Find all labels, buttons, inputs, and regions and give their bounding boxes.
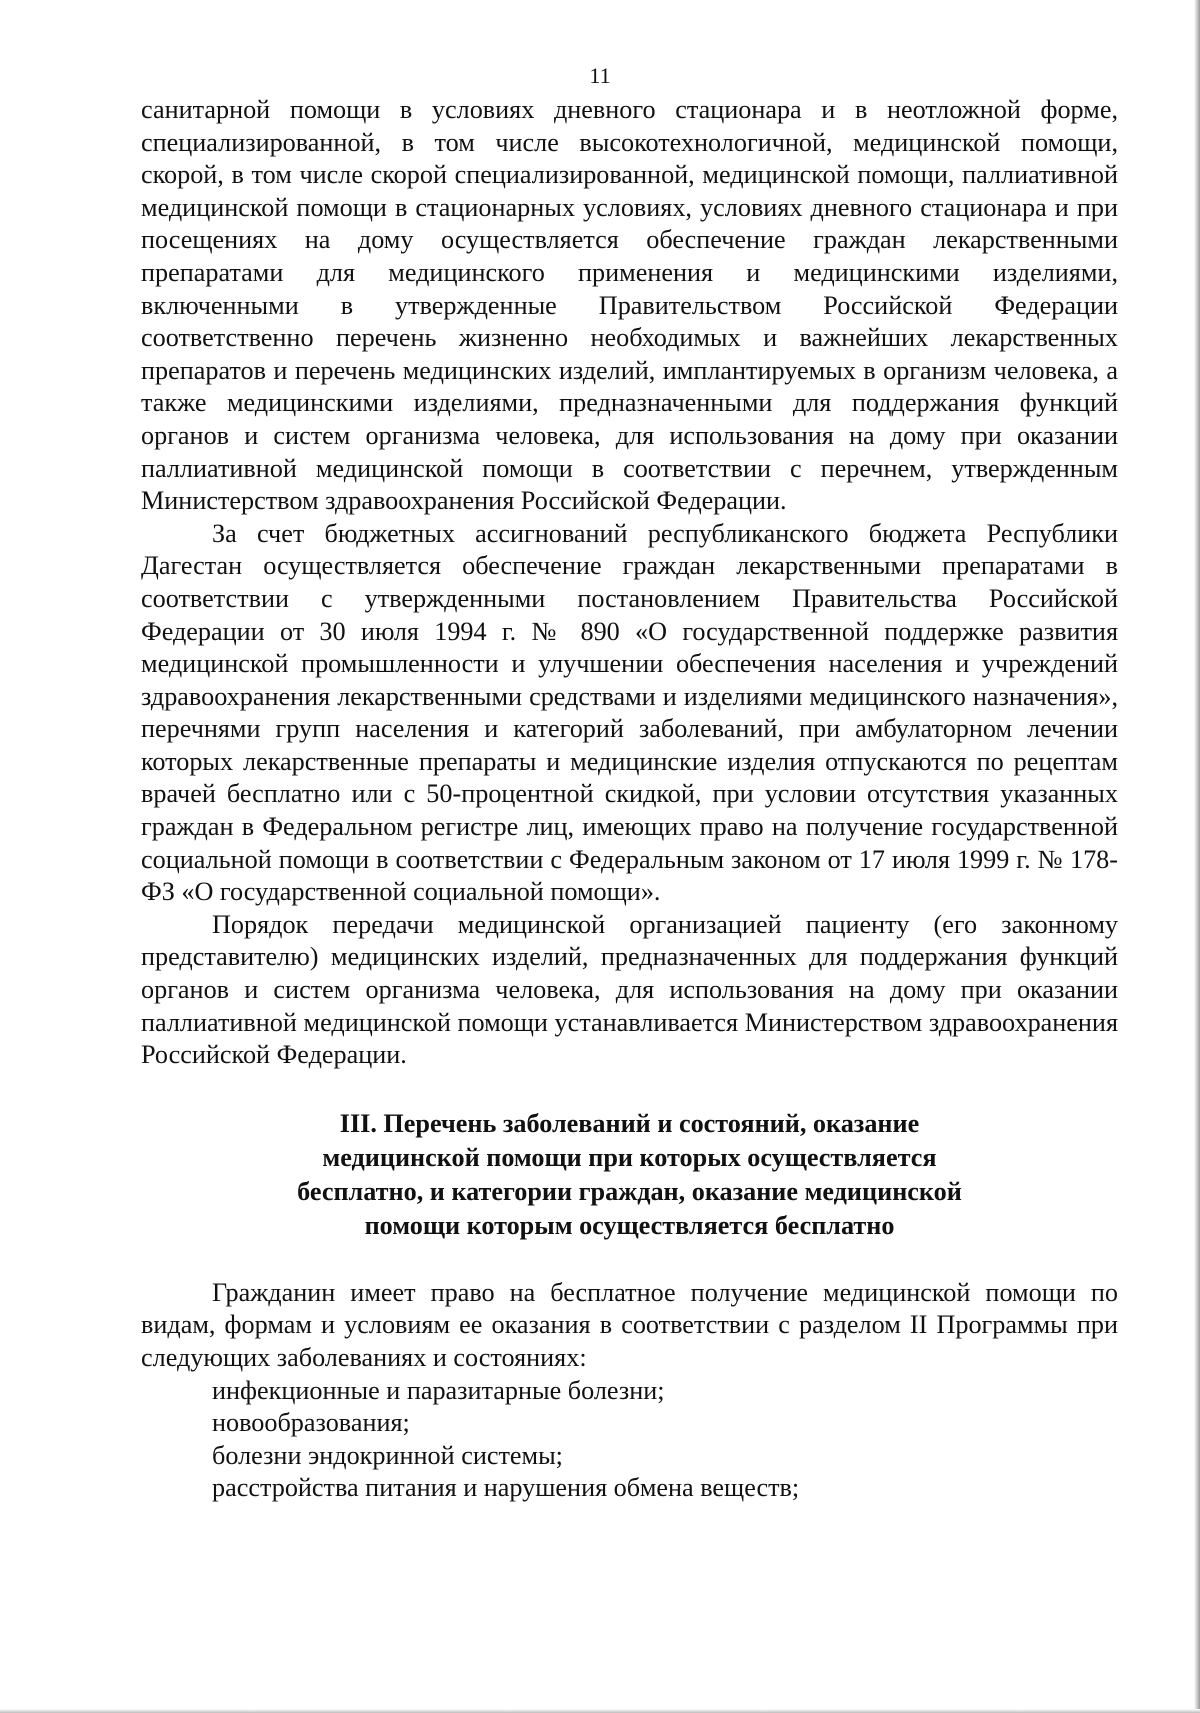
paragraph-budget-funding: За счет бюджетных ассигнований республиканского бюджета Республики Дагестан осуществляется обеспечение граждан лекарственными препаратами в соответствии с утвержденными постановлением Правительства Российской Федерации от 30 июля 1994 г. № 890 «О государственной поддержке развития медицинской промышленности и улучшении обеспечения населения и учреждений здравоохранения лекарственными средствами и изделиями медицинского назначения», перечнями групп населения и категорий заболеваний, при амбулаторном лечении которых лекарственные препараты и медицинские изделия отпускаются по рецептам врачей бесплатно или с 50-процентной скидкой, при условии отсутствия указанных граждан в Федеральном регистре лиц, имеющих право на получение государственной социальной помощи в соответствии с Федеральным законом от 17 июля 1999 г. № 178-ФЗ «О государственной социальной помощи». [141,518,1118,907]
document-body [141,94,1118,1505]
paragraph-continuation: санитарной помощи в условиях дневного стационара и в неотложной форме, специализированной, в том числе высокотехнологичной, медицинской помощи, скорой, в том числе скорой специализированной, медицинской помощи, паллиативной медицинской помощи в стационарных условиях, условиях дневного стационара и при посещениях на дому осуществляется обеспечение граждан лекарственными препаратами для медицинского применения и медицинскими изделиями, включенными в утвержденные Правительством Российской Федерации соответственно перечень жизненно необходимых и важнейших лекарственных препаратов и перечень медицинских изделий, имплантируемых в организм человека, а также медицинскими изделиями, предназначенными для поддержания функций органов и систем организма человека, для использования на дому при оказании паллиативной медицинской помощи в соответствии с перечнем, утвержденным Министерством здравоохранения Российской Федерации. [141,95,1118,516]
scan-bottom-edge [0,1709,1200,1713]
paragraph-transfer-procedure: Порядок передачи медицинской организацией пациенту (его законному представителю) медицинских изделий, предназначенных для поддержания функций органов и систем организма человека, для использования на дому при оказании паллиативной медицинской помощи устанавливается Министерством здравоохранения Российской Федерации. [141,909,1118,1070]
section-heading-line: медицинской помощи при которых осуществляется [322,1142,937,1172]
section-heading-line: бесплатно, и категории граждан, оказание медицинской [297,1176,962,1206]
page-number: 11 [589,63,611,88]
section-heading-line: III. Перечень заболеваний и состояний, оказание [339,1108,920,1138]
condition-item: новообразования; [212,1408,410,1438]
section-heading-line: помощи которым осуществляется бесплатно [364,1210,895,1240]
condition-item: расстройства питания и нарушения обмена веществ; [212,1473,800,1503]
scan-right-edge [1194,0,1200,1713]
section-heading [141,1107,1118,1243]
condition-item: инфекционные и паразитарные болезни; [212,1375,665,1405]
condition-item: болезни эндокринной системы; [212,1440,563,1470]
section-intro: Гражданин имеет право на бесплатное получение медицинской помощи по видам, формам и условиям ее оказания в соответствии с разделом II Программы при следующих заболеваниях и состояниях: [141,1277,1118,1372]
